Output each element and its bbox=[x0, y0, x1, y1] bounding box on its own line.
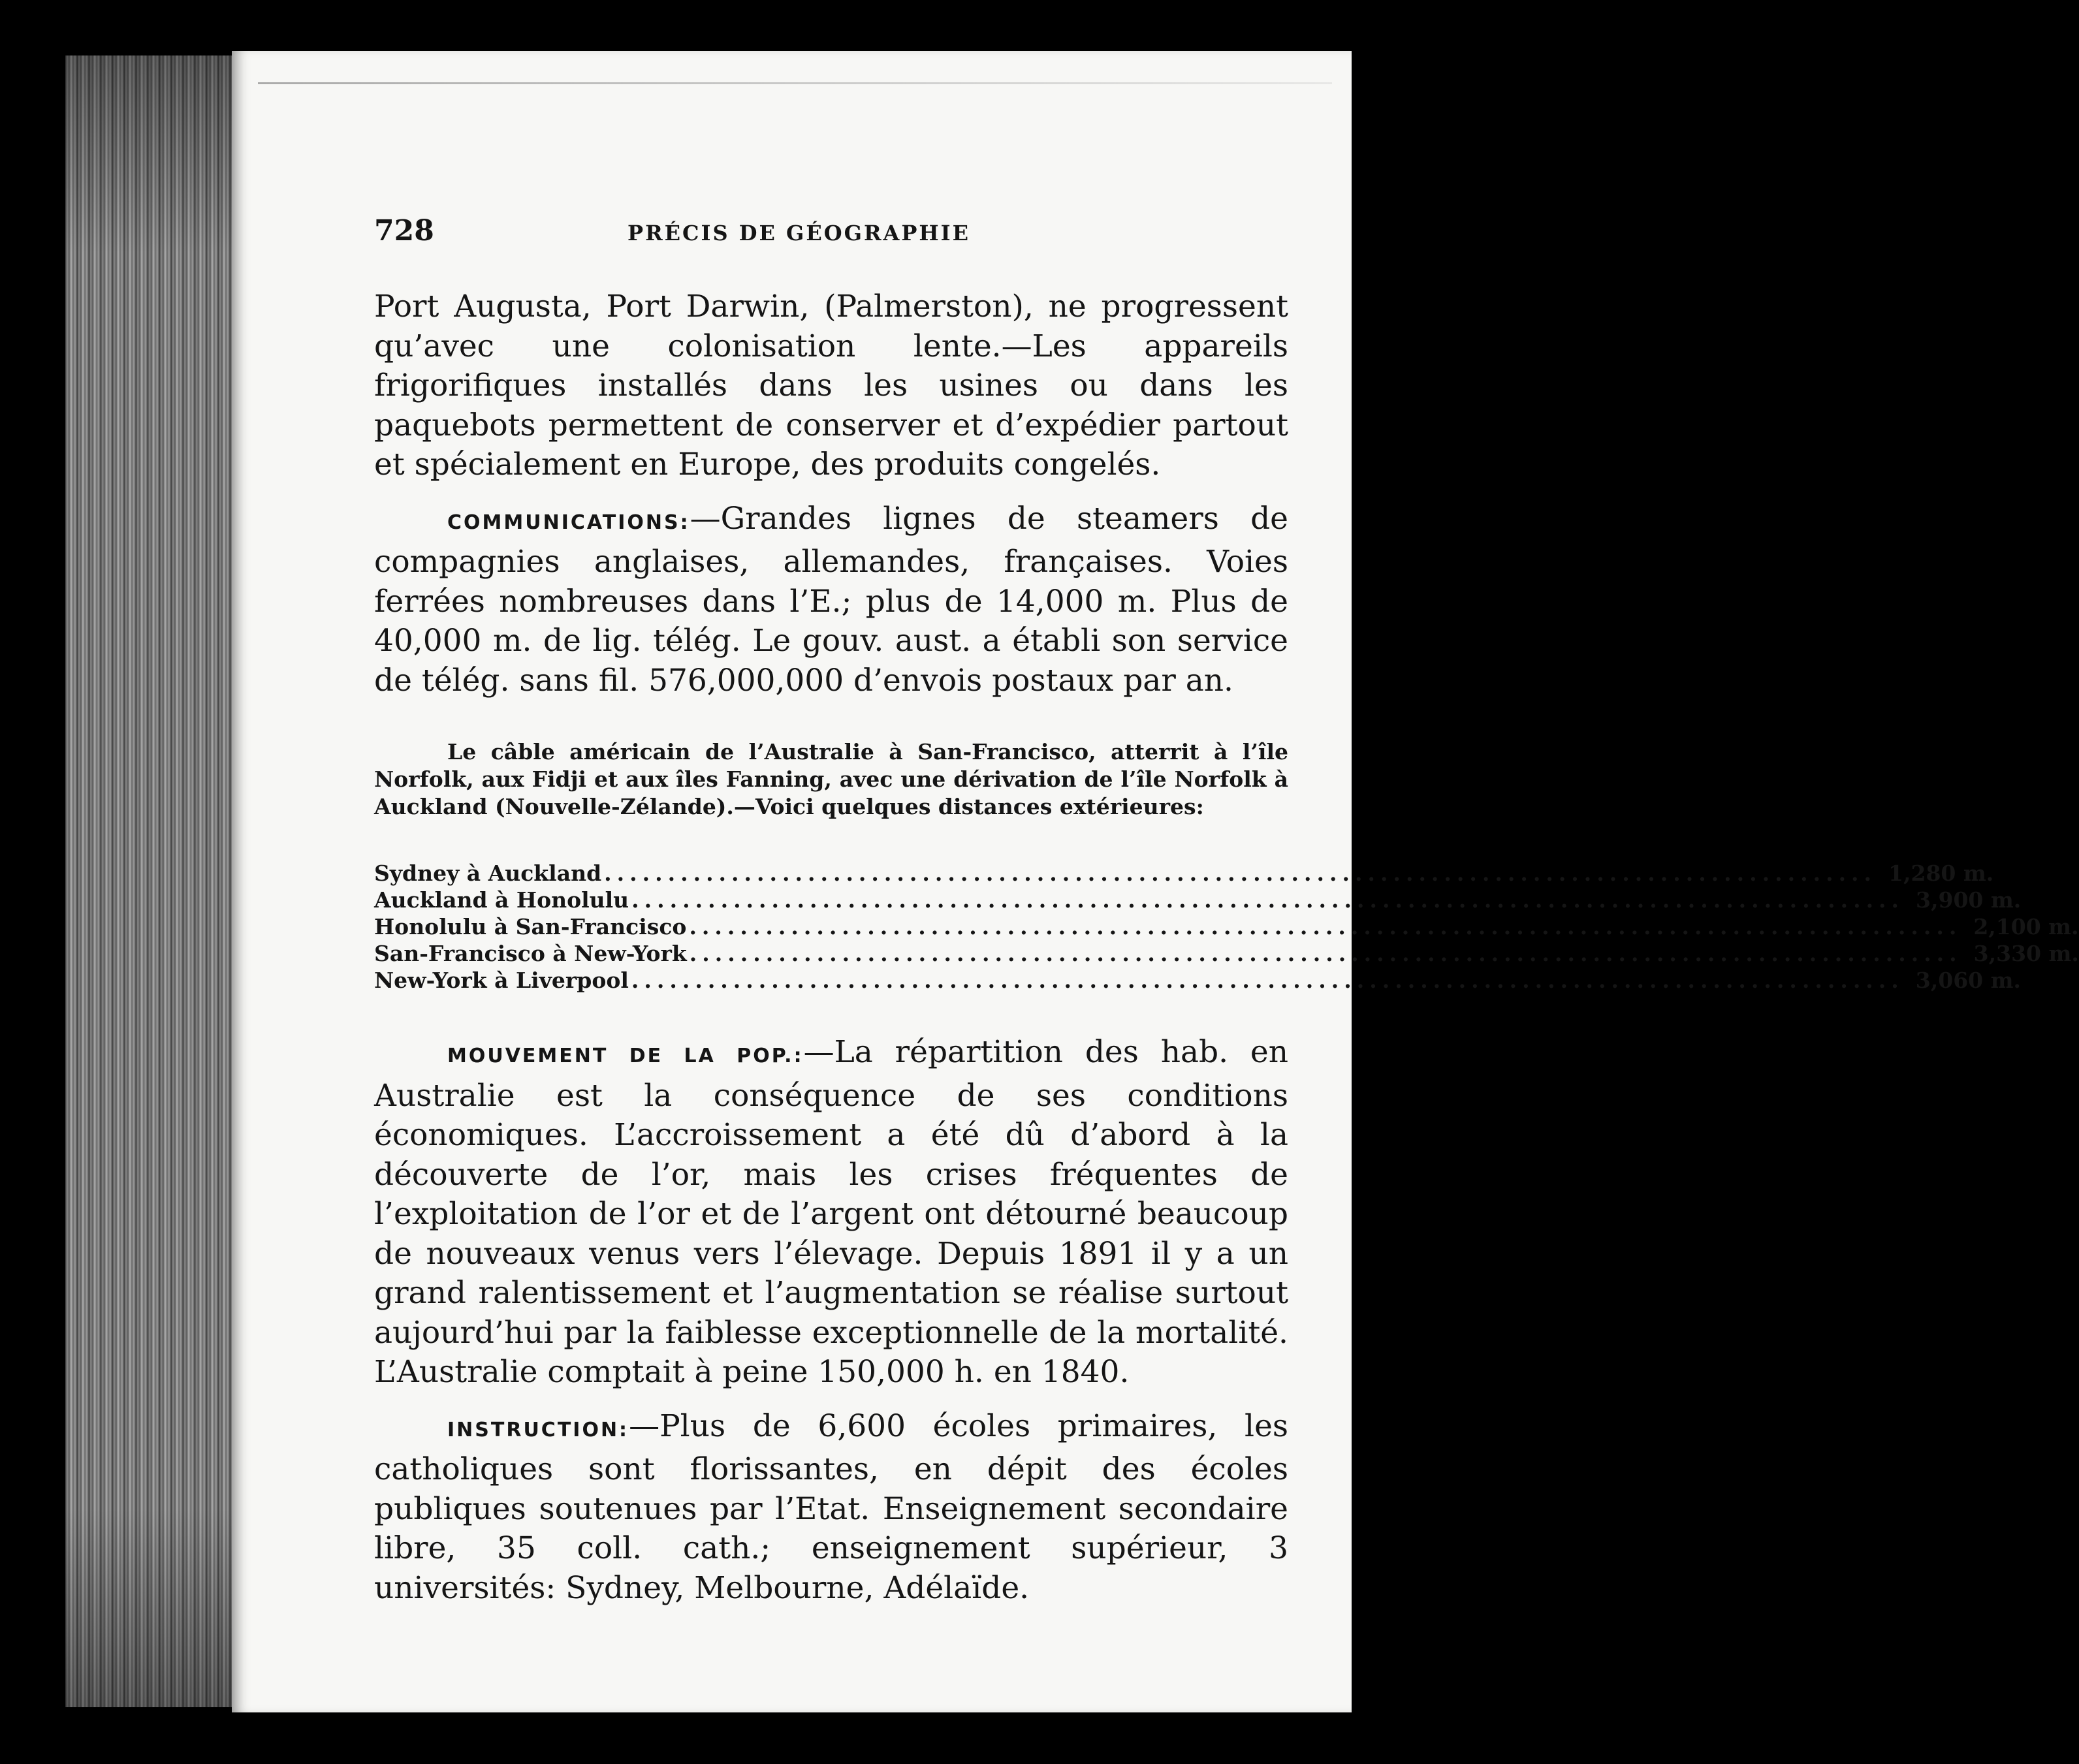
communications-text: —Grandes lignes de steamers de compagnies anglaises, allemandes, françaises. Voies ferrées nombreuses dans l’E.; plus de 14,000 m. Plus de 40,000 m. de lig. télég. Le gouv. aust. a établi son service de télég. sans fil. 576,000,000 d’envois postaux par an. bbox=[374, 500, 1288, 699]
paragraph-communications bbox=[374, 499, 1288, 701]
distance-route: Honolulu à San-Francisco bbox=[374, 914, 687, 939]
distance-route: Sydney à Auckland bbox=[374, 860, 602, 886]
heading-instruction: INSTRUCTION: bbox=[447, 1418, 629, 1441]
heading-communications: COMMUNICATIONS: bbox=[447, 511, 690, 534]
running-head bbox=[374, 214, 1288, 273]
distance-route: San-Francisco à New-York bbox=[374, 941, 687, 966]
page bbox=[232, 51, 2079, 1712]
distance-route: Auckland à Honolulu bbox=[374, 887, 629, 913]
dot-leader: .................................................................................................... bbox=[631, 887, 1905, 913]
distance-row bbox=[374, 940, 2079, 967]
distance-route: New-York à Liverpool bbox=[374, 968, 629, 993]
dot-leader: .................................................................................................... bbox=[604, 860, 1877, 886]
distance-row bbox=[374, 913, 2079, 940]
paragraph-cable-note: Le câble américain de l’Australie à San-Francisco, atterrit à l’île Norfolk, aux Fidji et aux îles Fanning, avec une dérivation de l’île Norfolk à Auckland (Nouvelle-Zélande).—Voici quelques distances extérieures: bbox=[374, 739, 1288, 819]
page-content bbox=[374, 214, 2079, 1622]
paragraph-refrigeration: Port Augusta, Port Darwin, (Palmerston), ne progressent qu’avec une colonisation lente.—Les appareils frigorifiques installés dans les usines ou dans les paquebots permettent de conserver et d’expédier partout et spécialement en Europe, des produits congelés. bbox=[374, 289, 1288, 482]
paragraph-instruction bbox=[374, 1407, 1288, 1609]
distance-value: 2,100 m. bbox=[1973, 914, 2079, 939]
distance-value: 3,060 m. bbox=[1915, 968, 2022, 993]
book-page-edges bbox=[65, 55, 245, 1707]
heading-mouvement-population: MOUVEMENT DE LA POP.: bbox=[447, 1045, 804, 1067]
distances-table bbox=[374, 860, 2079, 994]
distance-value: 1,280 m. bbox=[1888, 860, 1994, 886]
distance-value: 3,330 m. bbox=[1973, 941, 2079, 966]
distance-row bbox=[374, 887, 2022, 913]
page-number: 728 bbox=[374, 214, 434, 247]
mouvement-text: —La répartition des hab. en Australie est la conséquence de ses conditions économiques. L’accroissement a été dû d’abord à la découverte de l’or, mais les crises fréquentes de l’exploitation de l’or et de l’argent ont détourné beaucoup de nouveaux venus vers l’élevage. Depuis 1891 il y a un grand ralentissement et l’augmentation se réalise surtout aujourd’hui par la faiblesse exceptionnelle de la mortalité. L’Australie comptait à peine 150,000 h. en 1840. bbox=[374, 1034, 1288, 1390]
page-top-line bbox=[258, 82, 1332, 84]
paragraph-mouvement-population bbox=[374, 1033, 1288, 1393]
running-title: PRÉCIS DE GÉOGRAPHIE bbox=[627, 221, 971, 245]
dot-leader: .................................................................................................... bbox=[689, 941, 1962, 966]
instruction-text: —Plus de 6,600 écoles primaires, les catholiques sont florissantes, en dépit des écoles publiques soutenues par l’Etat. Enseignement secondaire libre, 35 coll. cath.; enseignement supérieur, 3 universités: Sydney, Melbourne, Adélaïde. bbox=[374, 1408, 1288, 1606]
dot-leader: .................................................................................................... bbox=[689, 914, 1962, 939]
distance-value: 3,900 m. bbox=[1916, 887, 2022, 913]
distance-row bbox=[374, 967, 2022, 994]
dot-leader: .................................................................................................... bbox=[631, 968, 1904, 993]
distance-row bbox=[374, 860, 1994, 887]
